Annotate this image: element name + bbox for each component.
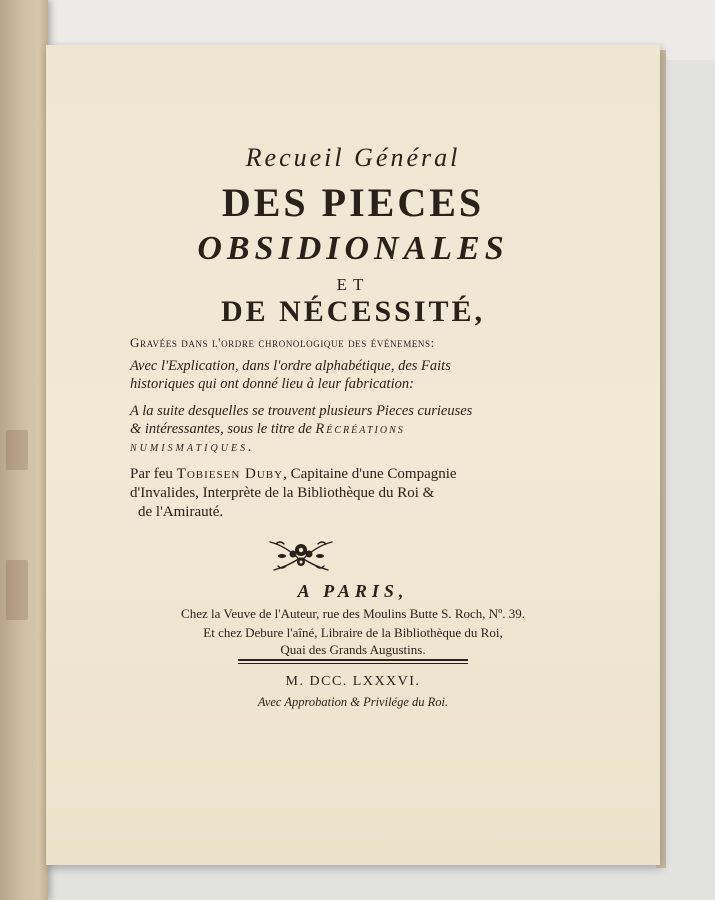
author-title: , Capitaine d'une Compagnie [283,466,457,482]
title-line-des-pieces: DES PIECES [221,180,485,225]
suite-line-2 [130,421,405,438]
author-line-3: de l'Amirauté. [138,504,224,520]
publisher-line-1: Chez la Veuve de l'Auteur, rue des Moulins Butte S. Roch, Nº. 39. [181,606,525,621]
publisher-line-3: Quai des Grands Augustins. [280,642,426,657]
subtitle: Gravées dans l'ordre chronologique des événemens: [130,335,435,350]
cover-stain [6,560,28,620]
publication-year: M. DCC. LXXXVI. [285,674,421,689]
title-line-et: ET [336,275,370,294]
cover-stain [6,430,28,470]
title-line-obsidionales: OBSIDIONALES [197,230,509,267]
title-line-recueil: Recueil Général [245,143,461,172]
suite-line-2-text: & intéressantes, sous le titre de [130,421,312,437]
publisher-line-2: Et chez Debure l'aîné, Libraire de la Bibliothèque du Roi, [203,625,503,640]
recreations-title: Récréations [315,421,405,437]
book-cover-edge [0,0,48,900]
suite-line-1: A la suite desquelles se trouvent plusieurs Pieces curieuses [130,403,473,419]
author-line-2: d'Invalides, Interprète de la Bibliothèque du Roi & [130,485,435,501]
title-line-necessite: DE NÉCESSITÉ, [220,295,486,328]
approbation-line: Avec Approbation & Privilége du Roi. [257,695,449,709]
flower-sprig-ornament-icon [266,536,336,576]
author-prefix: Par feu [130,466,173,482]
author-name: Tobiesen Duby [176,466,284,482]
suite-line-3: numismatiques. [130,439,255,455]
double-rule-bottom [238,663,468,664]
double-rule-top [238,659,468,661]
author-line-1 [130,466,457,483]
title-page [46,45,660,865]
imprint-city: A PARIS, [297,581,409,601]
explanation-line-1: Avec l'Explication, dans l'ordre alphabétique, des Faits [130,358,451,374]
explanation-line-2: historiques qui ont donné lieu à leur fabrication: [130,376,414,392]
